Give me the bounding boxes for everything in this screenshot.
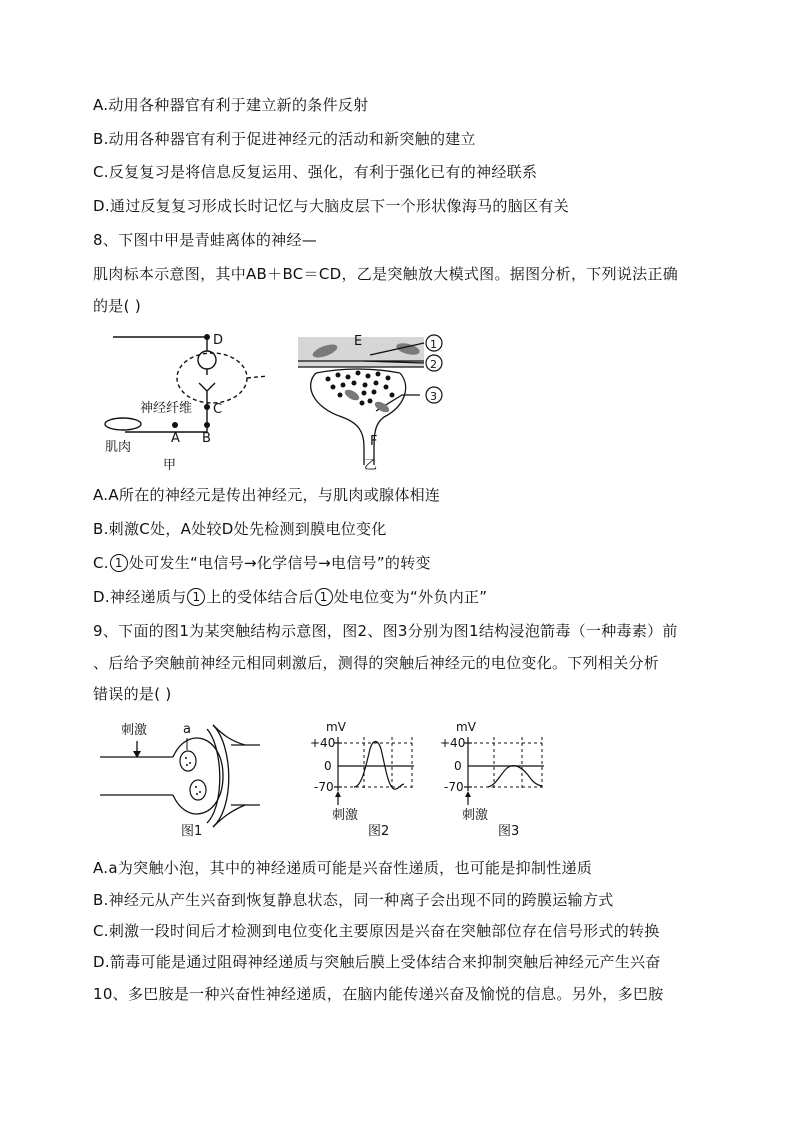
circled-number-1: 1 (187, 588, 205, 606)
option-d-suffix: 处电位变为“外负内正” (333, 588, 488, 606)
q8-option-c (93, 553, 694, 573)
tick-plus40: +40 (440, 736, 466, 750)
caption-fig3: 图3 (498, 824, 520, 839)
q8-option-b: B.刺激C处，A处较D处先检测到膜电位变化 (93, 520, 387, 538)
caption-fig2: 图2 (368, 824, 390, 839)
label-c: C (213, 402, 223, 417)
q9-option-c: C.刺激一段时间后才检测到电位变化主要原因是兴奋在突触部位存在信号形式的转换 (93, 922, 660, 940)
label-stimulus: 刺激 (462, 808, 489, 823)
q8-stem-line1: 8、下图中甲是青蛙离体的神经— (93, 231, 318, 249)
circled-1: 1 (430, 338, 437, 351)
q9-stem-line1: 9、下面的图1为某突触结构示意图，图2、图3分别为图1结构浸泡箭毒（一种毒素）前 (93, 622, 678, 640)
q9-stem-line3: 错误的是( ) (93, 685, 172, 703)
tick-plus40: +40 (310, 736, 336, 750)
label-d: D (213, 333, 224, 348)
q8-stem-line2: 肌肉标本示意图，其中AB＋BC＝CD，乙是突触放大模式图。据图分析，下列说法正确 (93, 265, 679, 283)
q7-option-a: A.动用各种器官有利于建立新的条件反射 (93, 96, 369, 114)
axis-unit: mV (326, 720, 346, 734)
q7-option-c: C.反复复习是将信息反复运用、强化，有利于强化已有的神经联系 (93, 163, 538, 181)
caption-fig1: 图1 (181, 824, 203, 839)
q8-stem-line3: 的是( ) (93, 297, 141, 315)
q10-stem-line1: 10、多巴胺是一种兴奋性神经递质，在脑内能传递兴奋及愉悦的信息。另外，多巴胺 (93, 985, 664, 1003)
tick-zero: 0 (454, 759, 462, 773)
q9-option-b: B.神经元从产生兴奋到恢复静息状态，同一种离子会出现不同的跨膜运输方式 (93, 891, 614, 909)
label-f: F (370, 434, 378, 449)
q9-figure-3 (440, 715, 570, 840)
q9-option-a: A.a为突触小泡，其中的神经递质可能是兴奋性递质，也可能是抑制性递质 (93, 859, 593, 877)
label-muscle: 肌肉 (105, 440, 132, 455)
label-stimulus: 刺激 (332, 808, 359, 823)
label-b: B (202, 431, 211, 446)
tick-zero: 0 (324, 759, 332, 773)
caption-jia: 甲 (163, 458, 177, 473)
label-e: E (354, 334, 363, 349)
circled-2: 2 (430, 358, 437, 371)
option-d-prefix: D.神经递质与 (93, 588, 187, 606)
caption-yi: 乙 (364, 458, 378, 473)
option-d-mid: 上的受体结合后 (206, 588, 314, 606)
q7-option-b: B.动用各种器官有利于促进神经元的活动和新突触的建立 (93, 130, 476, 148)
q8-figure-yi (290, 325, 465, 475)
label-a: A (171, 431, 180, 446)
q8-figure-jia (95, 325, 265, 475)
q8-option-d (93, 587, 694, 607)
option-c-text: 处可发生“电信号→化学信号→电信号”的转变 (128, 554, 431, 572)
option-c-prefix: C. (93, 554, 109, 572)
circled-3: 3 (430, 390, 437, 403)
circled-number-1: 1 (110, 554, 128, 572)
q8-option-a: A.A所在的神经元是传出神经元，与肌肉或腺体相连 (93, 486, 441, 504)
q9-figure-1 (95, 715, 265, 840)
q9-option-d: D.箭毒可能是通过阻碍神经递质与突触后膜上受体结合来抑制突触后神经元产生兴奋 (93, 953, 661, 971)
tick-minus70: -70 (314, 780, 334, 794)
tick-minus70: -70 (444, 780, 464, 794)
q7-option-d: D.通过反复复习形成长时记忆与大脑皮层下一个形状像海马的脑区有关 (93, 197, 569, 215)
label-a: a (183, 722, 191, 737)
q9-figure-2 (310, 715, 440, 840)
circled-number-1: 1 (315, 588, 333, 606)
axis-unit: mV (456, 720, 476, 734)
label-nerve-fiber: 神经纤维 (140, 401, 193, 416)
label-stimulus: 刺激 (121, 723, 148, 738)
q9-stem-line2: 、后给予突触前神经元相同刺激后，测得的突触后神经元的电位变化。下列相关分析 (93, 654, 660, 672)
